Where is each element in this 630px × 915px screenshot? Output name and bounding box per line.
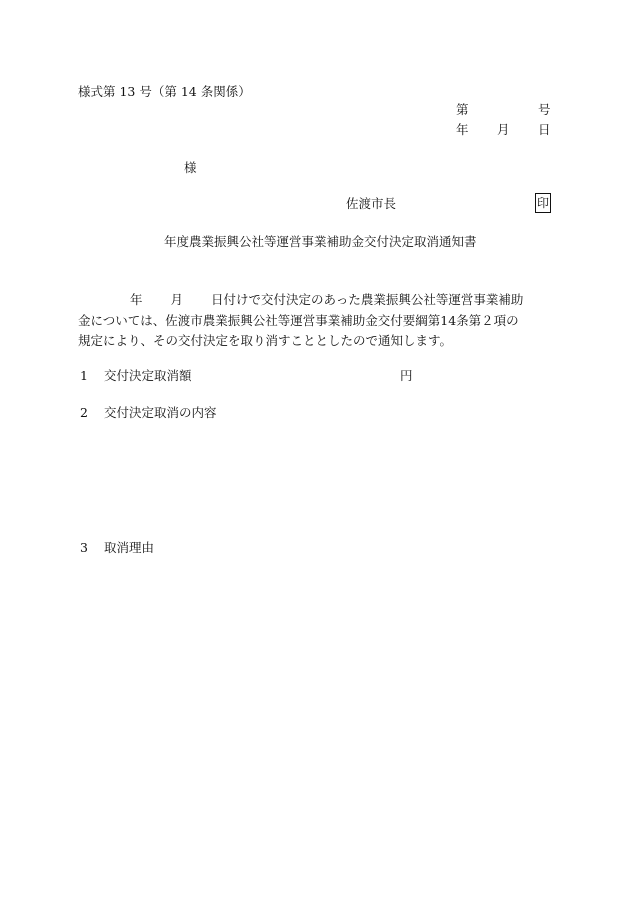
- body-month: 月: [170, 292, 184, 307]
- form-number: 様式第 13 号（第 14 条関係）: [78, 84, 251, 99]
- item-1-yen: 円: [400, 368, 413, 383]
- notice-paragraph: [78, 290, 553, 352]
- item-1-number: 1: [80, 368, 88, 383]
- doc-number-dai: 第: [456, 102, 469, 117]
- body-year: 年: [130, 292, 143, 307]
- item-2-number: 2: [80, 405, 88, 420]
- seal-mark: 印: [535, 193, 551, 213]
- item-1-label: 交付決定取消額: [104, 368, 192, 383]
- paragraph-line-3: 規定により、その交付決定を取り消すこととしたので通知します。: [78, 333, 453, 348]
- recipient-honorific: 様: [184, 160, 197, 175]
- doc-number-go: 号: [538, 102, 551, 117]
- date-year: 年: [456, 122, 469, 137]
- issuer-name: 佐渡市長: [346, 196, 397, 211]
- paragraph-line-1: [78, 290, 553, 311]
- body-line-1-text: 日付けで交付決定のあった農業振興公社等運営事業補助: [211, 292, 524, 307]
- date-day: 日: [538, 122, 551, 137]
- item-3-label: 取消理由: [104, 540, 155, 555]
- document-title: 年度農業振興公社等運営事業補助金交付決定取消通知書: [164, 234, 477, 249]
- item-3-number: 3: [80, 540, 88, 555]
- date-month: 月: [497, 122, 510, 137]
- item-2-label: 交付決定取消の内容: [104, 405, 217, 420]
- paragraph-line-2: 金については、佐渡市農業振興公社等運営事業補助金交付要綱第14条第２項の: [78, 312, 519, 328]
